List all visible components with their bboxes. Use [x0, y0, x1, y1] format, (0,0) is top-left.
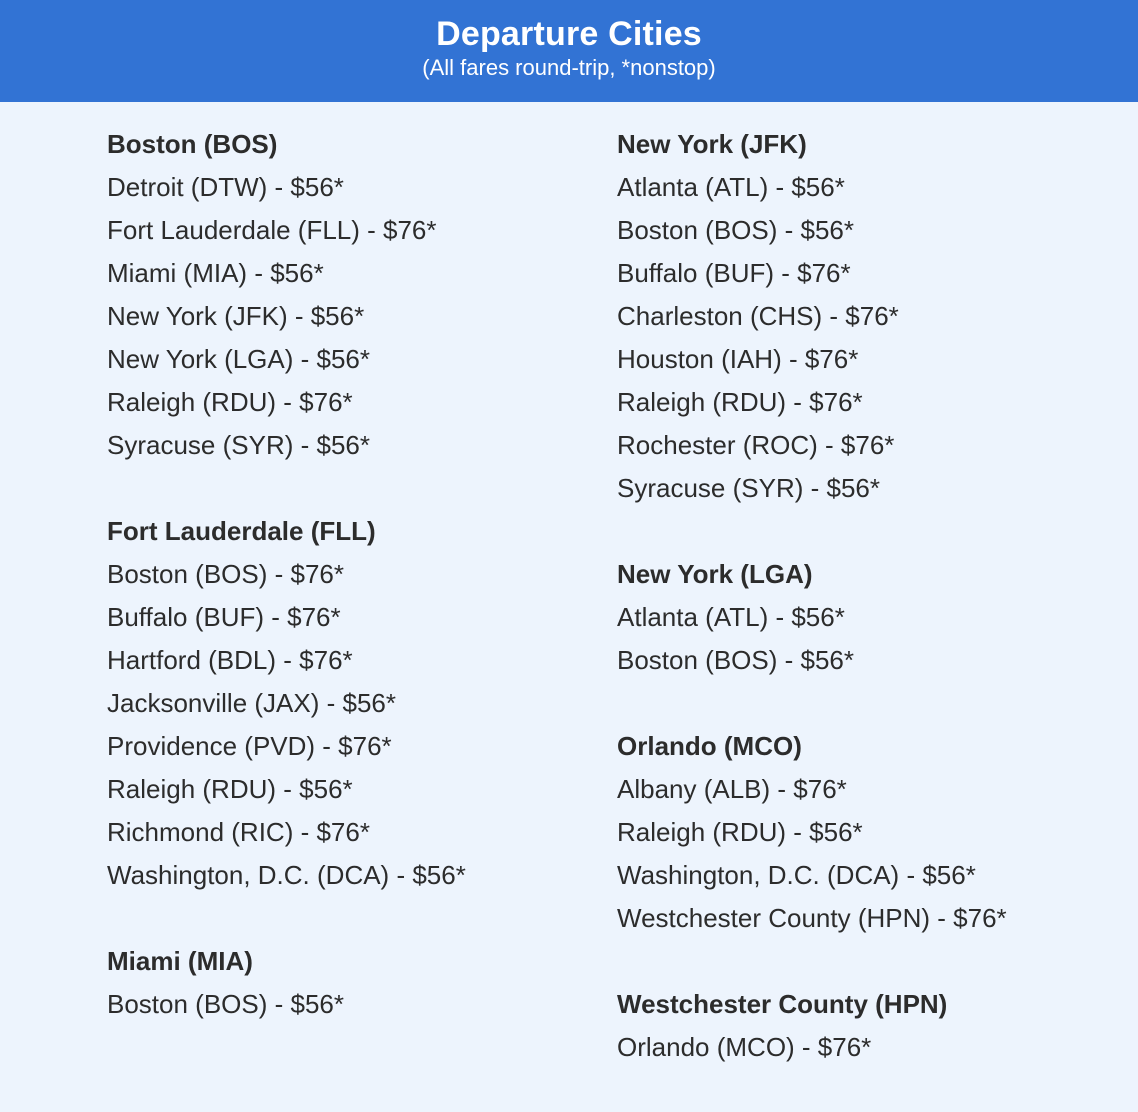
- route-fare-item: Houston (IAH) - $76*: [617, 344, 859, 374]
- route-fare-item: Westchester County (HPN) - $76*: [617, 903, 1007, 933]
- route-fare-item: Raleigh (RDU) - $56*: [107, 774, 353, 804]
- route-fare-item: Syracuse (SYR) - $56*: [617, 473, 880, 503]
- route-fare-item: Providence (PVD) - $76*: [107, 731, 392, 761]
- route-fare-item: Raleigh (RDU) - $76*: [617, 387, 863, 417]
- departure-city-heading: Orlando (MCO): [617, 731, 802, 761]
- departure-city-heading: Westchester County (HPN): [617, 989, 948, 1019]
- page-subtitle: (All fares round-trip, *nonstop): [422, 55, 716, 80]
- route-fare-item: Raleigh (RDU) - $56*: [617, 817, 863, 847]
- departure-city-group: [107, 940, 597, 1026]
- route-fare-item: New York (LGA) - $56*: [107, 344, 371, 374]
- departure-city-heading: New York (LGA): [617, 559, 813, 589]
- route-fare-item: Washington, D.C. (DCA) - $56*: [617, 860, 976, 890]
- route-fare-item: Raleigh (RDU) - $76*: [107, 387, 353, 417]
- departure-city-heading: New York (JFK): [617, 129, 807, 159]
- departure-city-heading: Miami (MIA): [107, 946, 253, 976]
- departure-city-group: [617, 553, 1117, 682]
- route-fare-item: Buffalo (BUF) - $76*: [107, 602, 341, 632]
- route-fare-item: Richmond (RIC) - $76*: [107, 817, 370, 847]
- route-fare-item: Charleston (CHS) - $76*: [617, 301, 899, 331]
- route-fare-item: Atlanta (ATL) - $56*: [617, 172, 845, 202]
- route-fare-item: Detroit (DTW) - $56*: [107, 172, 344, 202]
- departure-city-group: [107, 123, 597, 467]
- route-fare-item: Syracuse (SYR) - $56*: [107, 430, 370, 460]
- route-fare-item: Atlanta (ATL) - $56*: [617, 602, 845, 632]
- departure-cities-list: [0, 102, 1138, 1082]
- route-fare-item: Boston (BOS) - $56*: [617, 215, 854, 245]
- page-title: Departure Cities: [436, 15, 702, 53]
- route-fare-item: Jacksonville (JAX) - $56*: [107, 688, 396, 718]
- left-column: [107, 123, 597, 1069]
- departure-city-heading: Fort Lauderdale (FLL): [107, 516, 376, 546]
- route-fare-item: Miami (MIA) - $56*: [107, 258, 324, 288]
- header-banner: [0, 0, 1138, 102]
- route-fare-item: Boston (BOS) - $56*: [617, 645, 854, 675]
- route-fare-item: Rochester (ROC) - $76*: [617, 430, 895, 460]
- departure-city-group: [617, 983, 1117, 1069]
- route-fare-item: Fort Lauderdale (FLL) - $76*: [107, 215, 437, 245]
- route-fare-item: Boston (BOS) - $76*: [107, 559, 344, 589]
- right-column: [617, 123, 1117, 1112]
- route-fare-item: Hartford (BDL) - $76*: [107, 645, 353, 675]
- route-fare-item: Boston (BOS) - $56*: [107, 989, 344, 1019]
- route-fare-item: Buffalo (BUF) - $76*: [617, 258, 851, 288]
- departure-city-group: [617, 725, 1117, 940]
- route-fare-item: Albany (ALB) - $76*: [617, 774, 847, 804]
- route-fare-item: Washington, D.C. (DCA) - $56*: [107, 860, 466, 890]
- departure-city-group: [107, 510, 597, 897]
- departure-city-group: [617, 123, 1117, 510]
- departure-city-heading: Boston (BOS): [107, 129, 278, 159]
- route-fare-item: Orlando (MCO) - $76*: [617, 1032, 872, 1062]
- route-fare-item: New York (JFK) - $56*: [107, 301, 365, 331]
